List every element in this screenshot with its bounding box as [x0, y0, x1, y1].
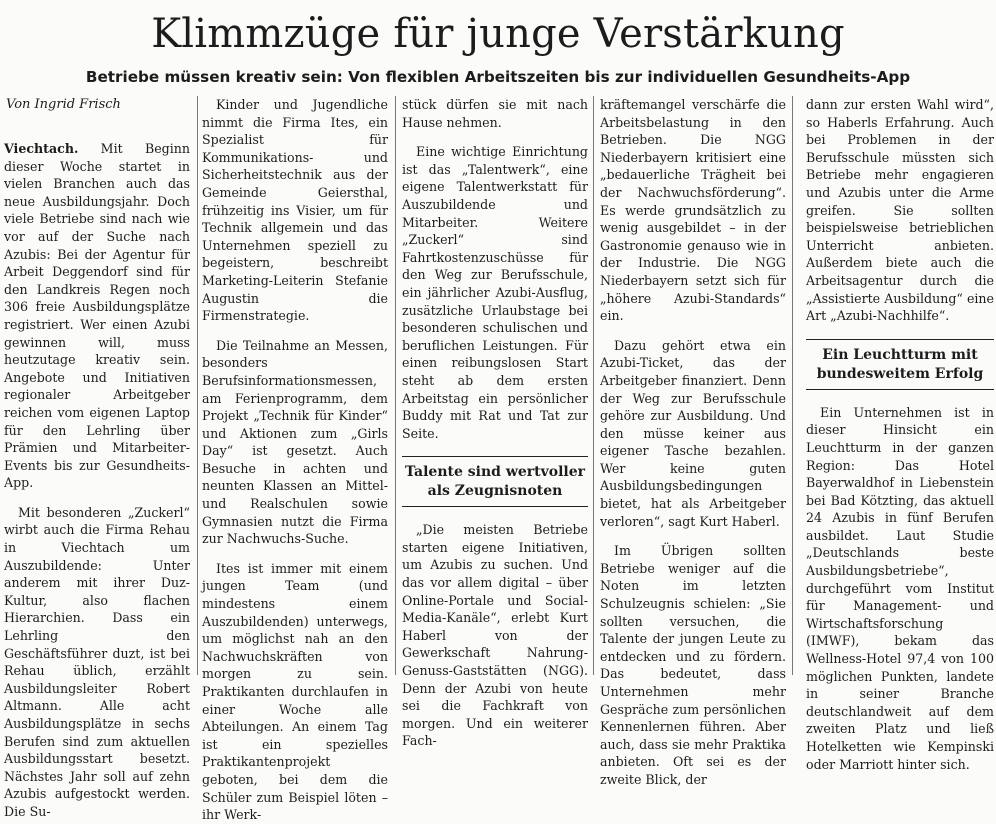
article-column-3 — [402, 96, 588, 749]
paragraph: Die Teilnahme an Messen, besonders Berufsinformationsmessen, am Ferienprogramm, dem Projekt „Technik für Kinder“ und Aktionen zum „Girls Day“ ist gesetzt. Auch Besuche in achten und neunten Klassen an Mittel- und Realschulen sowie Gymnasien nutzt die Firma zur Nachwuchs-Suche. — [202, 337, 388, 547]
paragraph: kräftemangel verschärfe die Arbeitsbelastung in den Betrieben. Die NGG Niederbayern kritisiert eine „bedauerliche Trägheit bei der Nachwuchsförderung“. Es werde grundsätzlich zu wenig ausgebildet – in der Gastronomie genauso wie in der Industrie. Die NGG Niederbayern setzt sich für „höhere Azubi-Standards“ ein. — [600, 97, 786, 324]
article-column-4 — [600, 96, 786, 787]
column-divider-4 — [792, 96, 793, 675]
subheadline: Betriebe müssen kreativ sein: Von flexiblen Arbeitszeiten bis zur individuellen Gesundheits-App — [85, 68, 911, 86]
paragraph-text: Mit Beginn dieser Woche startet in vielen Branchen auch das neue Ausbildungsjahr. Doch viele Betriebe sind nach wie vor auf der Suche nach Azubis: Bei der Agentur für Arbeit Deggendorf sind für den Landkreis Regen noch 306 freie Ausbildungsplätze registriert. Wer einen Azubi gewinnen will, muss heutzutage kreativ sein. Angebote und Initiativen regionaler Arbeitgeber reichen vom eigenen Laptop für den Lehrling über Prämien und Mitarbeiter-Events bis zur Gesundheits-App. — [4, 141, 190, 491]
paragraph: Kinder und Jugendliche nimmt die Firma Ites, ein Spezialist für Kommunikations- und Sicherheitstechnik aus der Gemeinde Geiersthal, frühzeitig ins Visier, um für Technik allgemein und das Unternehmen speziell zu begeistern, beschreibt Marketing-Leiterin Stefanie Augustin die Firmenstrategie. — [202, 97, 388, 324]
section-subheading: Ein Leuchtturm mit bundesweitem Erfolg — [806, 339, 994, 390]
paragraph: Ites ist immer mit einem jungen Team (und mindestens einem Auszubildenden) unterwegs, um möglichst nah an den Nachwuchskräften von morgen zu sein. Praktikanten durchlaufen in einer Woche alle Abteilungen. An einem Tag ist ein spezielles Praktikantenprojekt geboten, bei dem die Schüler zum Beispiel löten – ihr Werk- — [202, 560, 388, 823]
article-column-1 — [4, 140, 190, 819]
paragraph: dann zur ersten Wahl wird“, so Haberls Erfahrung. Auch bei Problemen in der Berufsschule müssten sich Betriebe mehr engagieren und Azubis unter die Arme greifen. Sie sollten beispielsweise betrieblichen Unterricht anbieten. Außerdem biete auch die Arbeitsagentur durch die „Assistierte Ausbildung“ eine Art „Azubi-Nachhilfe“. — [806, 97, 994, 324]
paragraph: Im Übrigen sollten Betriebe weniger auf die Noten im letzten Schulzeugnis schielen: „Sie sollten versuchen, die Talente der jungen Leute zu entdecken und zu fördern. Das bedeutet, dass Unternehmen mehr Gespräche zum persönlichen Kennenlernen führen. Aber auch, dass sie mehr Praktika anbieten. Oft sei es der zweite Blick, der — [600, 543, 786, 787]
column-divider-2 — [395, 96, 396, 675]
paragraph: Eine wichtige Einrichtung ist das „Talentwerk“, eine eigene Talentwerkstatt für Auszubildende und Mitarbeiter. Weitere „Zuckerl“ sind Fahrtkostenzuschüsse für den Weg zur Berufsschule, ein jährlicher Azubi-Ausflug, zusätzliche Urlaubstage bei besonderen schulischen und beruflichen Leistungen. Für einen reibungslosen Start steht ab dem ersten Arbeitstag ein persönlicher Buddy mit Rat und Tat zur Seite. — [402, 144, 588, 441]
article-column-5 — [806, 96, 994, 772]
paragraph: Mit besonderen „Zuckerl“ wirbt auch die Firma Rehau in Viechtach um Auszubildende: Unter anderem mit ihrer Duz-Kultur, also flachen Hierarchien. Dass ein Lehrling den Geschäftsführer duzt, ist bei Rehau üblich, erzählt Ausbildungsleiter Robert Altmann. Alle acht Ausbildungsplätze in sechs Berufen sind zum aktuellen Ausbildungsstart besetzt. Nächstes Jahr soll auf zehn Azubis aufgestockt werden. Die Su- — [4, 504, 190, 819]
paragraph: stück dürfen sie mit nach Hause nehmen. — [402, 97, 588, 130]
column-divider-1 — [197, 96, 198, 675]
column-divider-3 — [593, 96, 594, 675]
byline: Von Ingrid Frisch — [6, 97, 121, 112]
paragraph: Dazu gehört etwa ein Azubi-Ticket, das der Arbeitgeber finanziert. Denn der Weg zur Berufsschule gehöre zur Ausbildung. Und den müsse keiner aus eigener Tasche bezahlen. Wer keine guten Ausbildungsbedingungen bietet, hat als Arbeitgeber verloren“, sagt Kurt Haberl. — [600, 337, 786, 529]
paragraph — [4, 140, 190, 492]
headline: Klimmzüge für junge Verstärkung — [151, 11, 845, 57]
paragraph: „Die meisten Betriebe starten eigene Initiativen, um Azubis zu suchen. Und das vor allem digital – über Online-Portale und Social-Media-Kanäle“, erlebt Kurt Haberl von der Gewerkschaft Nahrung-Genuss-Gaststätten (NGG). Denn der Azubi von heute sei die Fachkraft von morgen. Und ein weiterer Fach- — [402, 522, 588, 749]
paragraph: Ein Unternehmen ist in dieser Hinsicht ein Leuchtturm in der ganzen Region: Das Hotel Bayerwaldhof in Liebenstein bei Bad Kötzting, das aktuell 24 Azubis in fünf Berufen ausbildet. Laut Studie „Deutschlands beste Ausbildungsbetriebe“, durchgeführt vom Institut für Management- und Wirtschaftsforschung (IMWF), bekam das Wellness-Hotel 97,4 von 100 möglichen Punkten, landete in seiner Branche deutschlandweit auf dem zweiten Platz und ließ Hotelketten wie Kempinski oder Marriott hinter sich. — [806, 404, 994, 772]
dateline: Viechtach. — [4, 141, 79, 156]
article-column-2 — [202, 96, 388, 823]
section-subheading: Talente sind wertvoller als Zeugnisnoten — [402, 456, 588, 507]
